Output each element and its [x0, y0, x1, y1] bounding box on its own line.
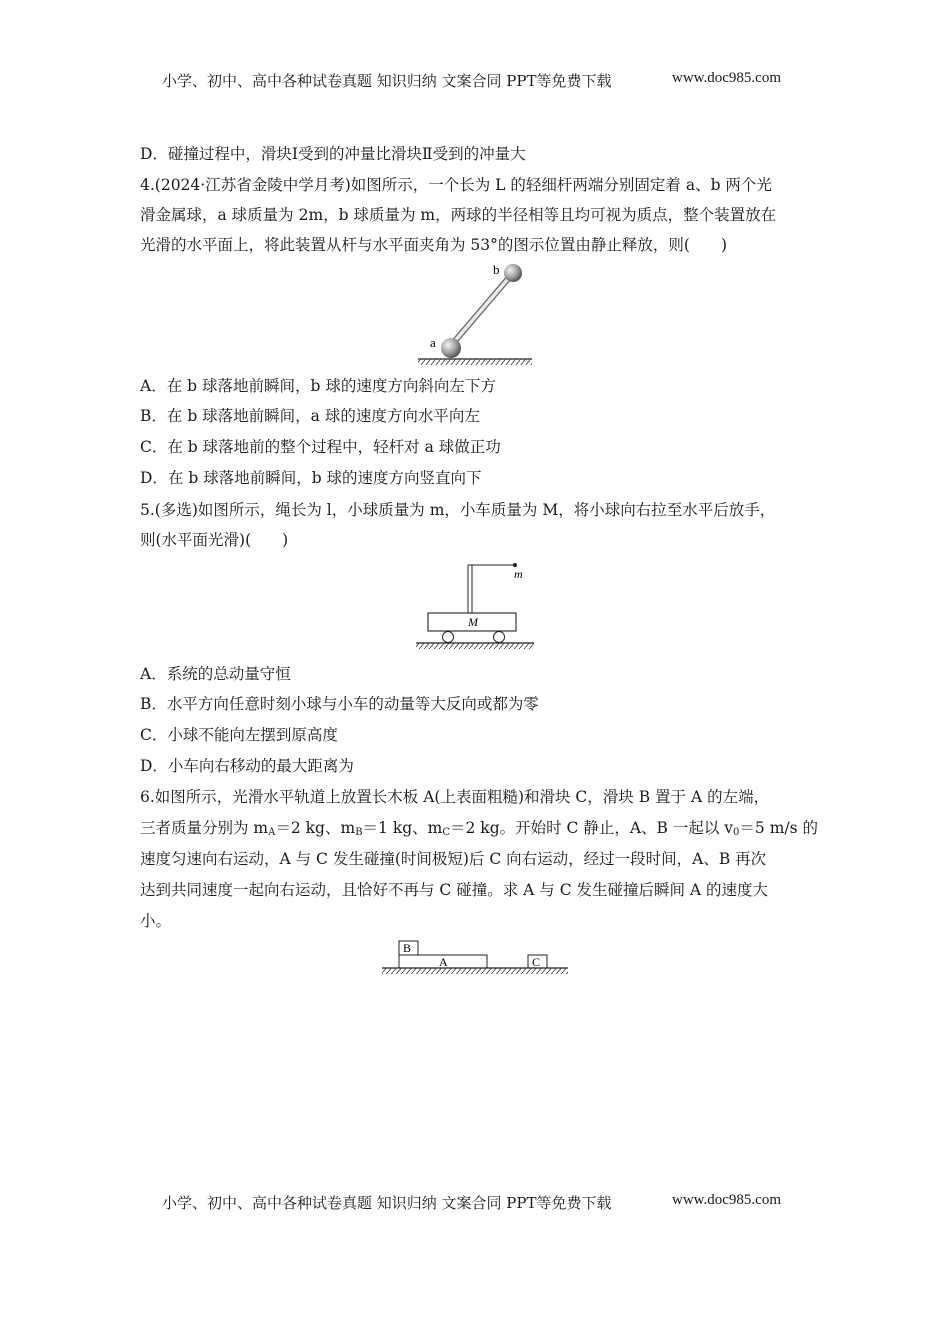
q6-text-e: ＝5 m/s 的: [739, 819, 818, 837]
ball-a: [441, 338, 461, 358]
q4-option-a: A．在 b 球落地前瞬间，b 球的速度方向斜向左下方: [140, 377, 496, 395]
q4-option-d: D．在 b 球落地前瞬间，b 球的速度方向竖直向下: [140, 469, 482, 487]
q5-stem-line1: 5.(多选)如图所示，绳长为 l，小球质量为 m，小车质量为 M，将小球向右拉至水平后放手，: [140, 501, 776, 519]
q3-option-d: D．碰撞过程中，滑块Ⅰ受到的冲量比滑块Ⅱ受到的冲量大: [140, 145, 526, 163]
q6-sub-b: B: [355, 827, 363, 838]
header-url: www.doc985.com: [672, 70, 782, 86]
q4-stem-line2: 滑金属球，a 球质量为 2m，b 球质量为 m，两球的半径相等且均可视为质点，整个装置放在: [140, 206, 777, 224]
label-M: M: [468, 615, 478, 629]
q6-text-d: ＝2 kg。开始时 C 静止，A、B 一起以 v: [450, 819, 734, 837]
ball-b: [504, 264, 522, 282]
label-a: a: [430, 335, 436, 350]
label-B: B: [403, 941, 412, 955]
q6-stem-line3: 速度匀速向右运动，A 与 C 发生碰撞(时间极短)后 C 向右运动，经过一段时间，A、B 再次: [140, 850, 767, 868]
q6-board-figure: [378, 936, 573, 981]
q5-option-a: A．系统的总动量守恒: [140, 665, 291, 683]
label-C: C: [532, 955, 541, 969]
q6-stem-line4: 达到共同速度一起向右运动，且恰好不再与 C 碰撞。求 A 与 C 发生碰撞后瞬间 A 的速度大: [140, 881, 769, 899]
q5-cart-figure: [410, 558, 540, 653]
q6-stem-line5: 小。: [140, 912, 172, 930]
q6-text-c: ＝1 kg、m: [362, 819, 443, 837]
label-m: m: [514, 567, 523, 581]
q6-sub-a: A: [268, 827, 276, 838]
q6-stem-line1: 6.如图所示，光滑水平轨道上放置长木板 A(上表面粗糙)和滑块 C，滑块 B 置于 A 的左端，: [140, 788, 770, 806]
ground-hatch: [416, 643, 534, 649]
q6-text-b: ＝2 kg、m: [275, 819, 356, 837]
footer-text: 小学、初中、高中各种试卷真题 知识归纳 文案合同 PPT等免费下载: [162, 1194, 612, 1212]
q6-stem-line2: [140, 818, 818, 843]
q4-option-c: C．在 b 球落地前的整个过程中，轻杆对 a 球做正功: [140, 438, 501, 456]
track-hatch: [382, 968, 568, 974]
q4-stem-line1: 4.(2024·江苏省金陵中学月考)如图所示，一个长为 L 的轻细杆两端分别固定着 a、b 两个光: [140, 176, 772, 194]
q5-option-d: D．小车向右移动的最大距离为: [140, 757, 354, 775]
label-A: A: [439, 955, 448, 969]
label-b: b: [493, 262, 500, 277]
rod: [448, 273, 513, 349]
q4-rod-figure: [410, 258, 540, 368]
header-text: 小学、初中、高中各种试卷真题 知识归纳 文案合同 PPT等免费下载: [162, 72, 612, 90]
q4-option-b: B．在 b 球落地前瞬间，a 球的速度方向水平向左: [140, 407, 480, 425]
ground-hatch: [418, 359, 532, 365]
q5-option-b: B．水平方向任意时刻小球与小车的动量等大反向或都为零: [140, 695, 539, 713]
q5-stem-line2: 则(水平面光滑)( ): [140, 531, 289, 549]
q4-stem-line3: 光滑的水平面上，将此装置从杆与水平面夹角为 53°的图示位置由静止释放，则( ): [140, 236, 727, 254]
footer-url: www.doc985.com: [672, 1192, 782, 1208]
cart-wheel-left: [443, 632, 454, 643]
q6-text-a: 三者质量分别为 m: [140, 819, 269, 837]
q6-sub-c: C: [442, 827, 451, 838]
q5-option-c: C．小球不能向左摆到原高度: [140, 726, 338, 744]
q6-sub-0: 0: [733, 827, 740, 838]
cart-wheel-right: [494, 632, 505, 643]
